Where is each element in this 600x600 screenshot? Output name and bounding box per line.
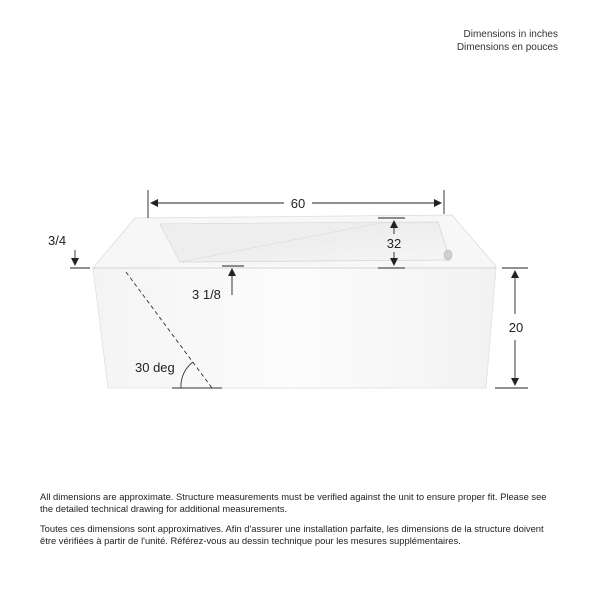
rim-width-label: 3 1/8 [192,287,221,302]
drain-icon [444,250,452,260]
rim-thickness-dimension [48,233,90,268]
water-depth-label: 32 [386,236,402,251]
length-label: 60 [290,196,306,211]
units-english: Dimensions in inches [463,29,558,40]
length-dimension [148,190,444,218]
back-angle-label: 30 deg [135,360,175,375]
depth-dimension [495,268,528,388]
units-french: Dimensions en pouces [456,42,558,53]
rim-thickness-label: 3/4 [48,233,67,248]
depth-label: 20 [508,320,524,335]
disclaimer-notes [40,491,560,555]
disclaimer-french: Toutes ces dimensions sont approximatives. Afin d'assurer une installation parfaite, les dimensions de la structure doivent être vérifiées à partir de l'unité. Référez-vous au dessin technique pour les mesures supplémentaires. [40,523,544,546]
disclaimer-english: All dimensions are approximate. Structure measurements must be verified against the unit to ensure proper fit. Please see the detailed technical drawing for additional measurements. [40,491,547,514]
